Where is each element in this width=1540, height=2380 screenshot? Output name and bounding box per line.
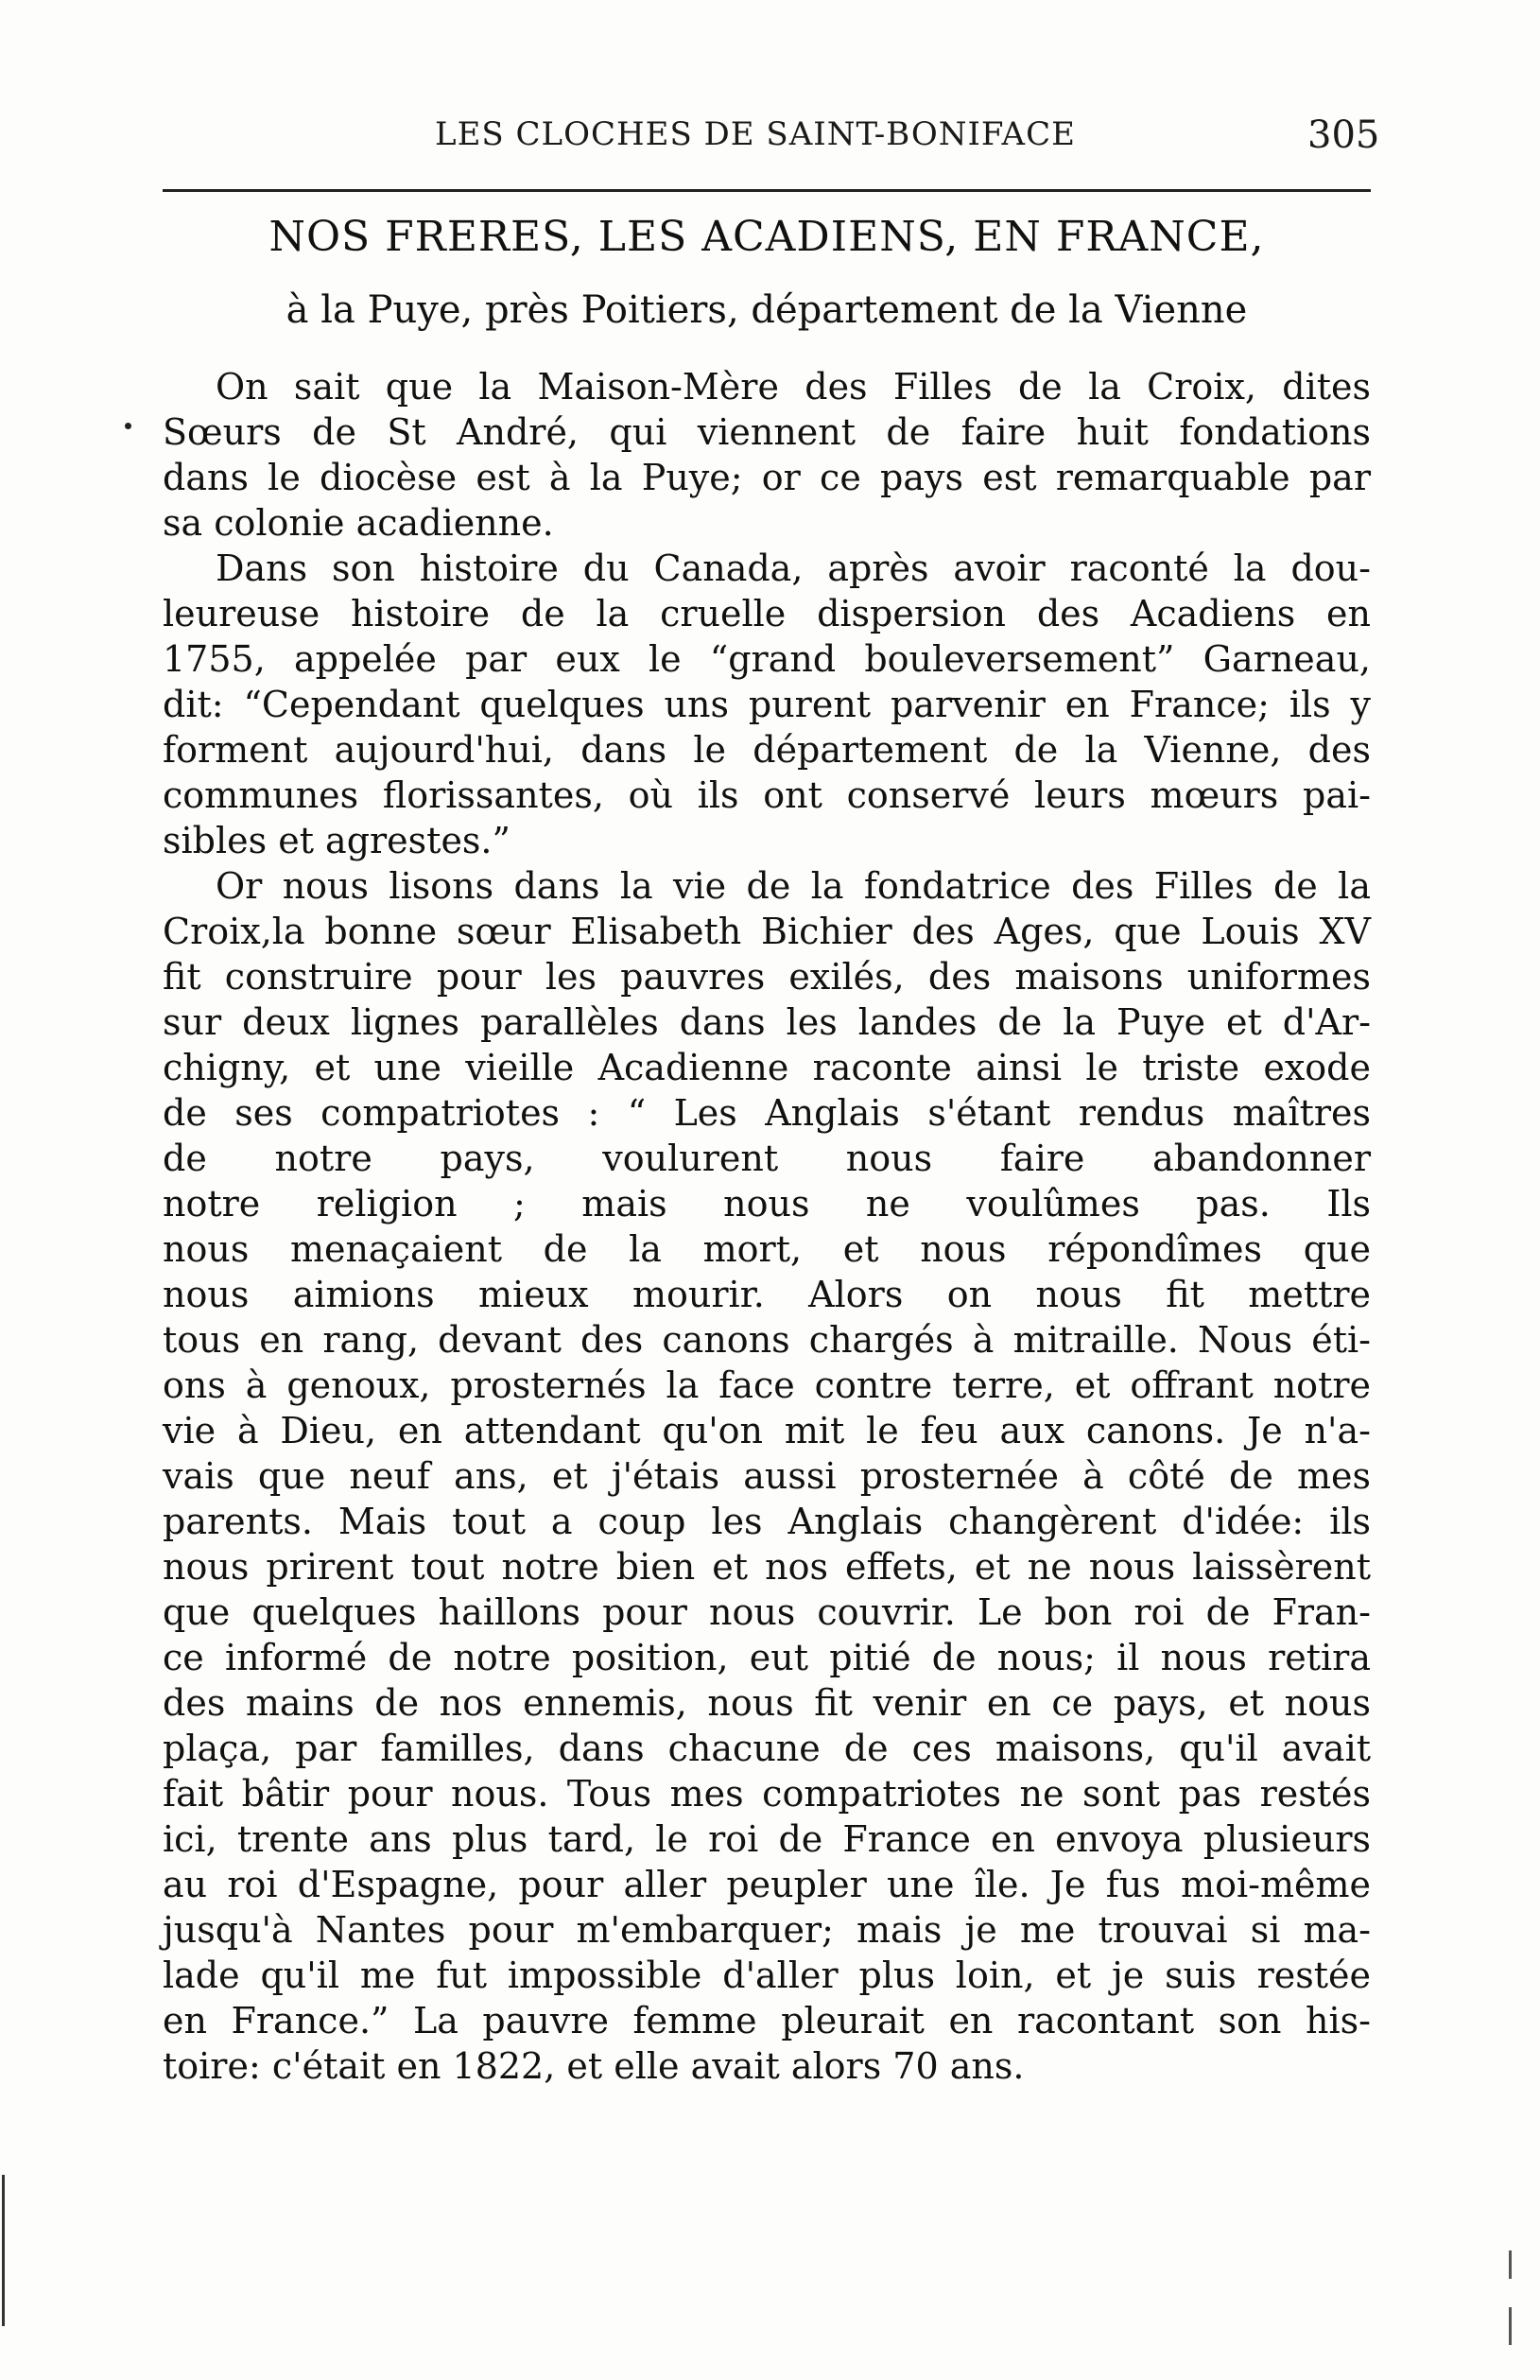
body-line: tous en rang, devant des canons chargés à mitraille. Nous éti- [163, 1319, 1371, 1361]
body-line: communes florissantes, où ils ont conservé leurs mœurs pai- [163, 774, 1371, 816]
body-line: de ses compatriotes : “ Les Anglais s'étant rendus maîtres [163, 1092, 1371, 1134]
body-line: ici, trente ans plus tard, le roi de France en envoya plusieurs [163, 1818, 1371, 1860]
body-line: sa colonie acadienne. [163, 502, 554, 544]
article-subtitle: à la Puye, près Poitiers, département de la Vienne [286, 288, 1248, 332]
body-line: nous aimions mieux mourir. Alors on nous fit mettre [163, 1274, 1371, 1315]
body-line: Dans son histoire du Canada, après avoir raconté la dou- [216, 547, 1371, 589]
body-line: ons à genoux, prosternés la face contre terre, et offrant notre [163, 1364, 1371, 1406]
body-line: en France.” La pauvre femme pleurait en racontant son his- [163, 2000, 1371, 2041]
body-line: 1755, appelée par eux le “grand bouleversement” Garneau, [163, 638, 1371, 680]
body-line: vais que neuf ans, et j'étais aussi prosternée à côté de mes [163, 1455, 1371, 1497]
body-line: plaça, par familles, dans chacune de ces maisons, qu'il avait [163, 1728, 1371, 1769]
body-line: Sœurs de St André, qui viennent de faire huit fondations [163, 411, 1371, 453]
running-head: LES CLOCHES DE SAINT-BONIFACE [435, 115, 1076, 153]
body-line: chigny, et une vieille Acadienne raconte ainsi le triste exode [163, 1047, 1371, 1088]
scan-edge-mark [1509, 2307, 1512, 2345]
margin-mark [125, 423, 131, 429]
body-line: que quelques haillons pour nous couvrir. Le bon roi de Fran- [163, 1591, 1371, 1633]
body-line: sur deux lignes parallèles dans les landes de la Puye et d'Ar- [163, 1001, 1371, 1043]
body-line: Or nous lisons dans la vie de la fondatrice des Filles de la [216, 865, 1371, 907]
body-line: ce informé de notre position, eut pitié de nous; il nous retira [163, 1637, 1371, 1678]
article-body [163, 364, 1371, 2089]
body-line: nous prirent tout notre bien et nos effets, et ne nous laissèrent [163, 1546, 1371, 1588]
body-line: forment aujourd'hui, dans le département de la Vienne, des [163, 729, 1371, 771]
scan-edge-mark [2, 2175, 5, 2326]
scan-edge-mark [1509, 2250, 1512, 2279]
body-line: fait bâtir pour nous. Tous mes compatriotes ne sont pas restés [163, 1773, 1371, 1815]
body-line: fit construire pour les pauvres exilés, des maisons uniformes [163, 956, 1371, 998]
header-rule [163, 189, 1371, 192]
body-line: au roi d'Espagne, pour aller peupler une île. Je fus moi-même [163, 1864, 1371, 1905]
body-line: dans le diocèse est à la Puye; or ce pays est remarquable par [163, 457, 1371, 498]
body-line: toire: c'était en 1822, et elle avait alors 70 ans. [163, 2045, 1025, 2087]
body-line: des mains de nos ennemis, nous fit venir en ce pays, et nous [163, 1682, 1371, 1724]
article-title: NOS FRERES, LES ACADIENS, EN FRANCE, [268, 213, 1265, 261]
body-line: leureuse histoire de la cruelle dispersion des Acadiens en [163, 593, 1371, 634]
page-number: 305 [1307, 113, 1380, 157]
body-line: jusqu'à Nantes pour m'embarquer; mais je me trouvai si ma- [163, 1909, 1371, 1951]
body-line: sibles et agrestes.” [163, 820, 510, 861]
body-line: vie à Dieu, en attendant qu'on mit le feu aux canons. Je n'a- [163, 1410, 1371, 1451]
body-line: dit: “Cependant quelques uns purent parvenir en France; ils y [163, 684, 1371, 725]
body-line: On sait que la Maison-Mère des Filles de la Croix, dites [216, 366, 1371, 408]
body-line: de notre pays, voulurent nous faire abandonner [163, 1138, 1371, 1179]
body-line: Croix,la bonne sœur Elisabeth Bichier des Ages, que Louis XV [163, 911, 1371, 952]
body-line: notre religion ; mais nous ne voulûmes pas. Ils [163, 1183, 1371, 1225]
body-line: nous menaçaient de la mort, et nous répondîmes que [163, 1228, 1371, 1270]
body-line: lade qu'il me fut impossible d'aller plus loin, et je suis restée [163, 1954, 1371, 1996]
body-line: parents. Mais tout a coup les Anglais changèrent d'idée: ils [163, 1501, 1371, 1542]
